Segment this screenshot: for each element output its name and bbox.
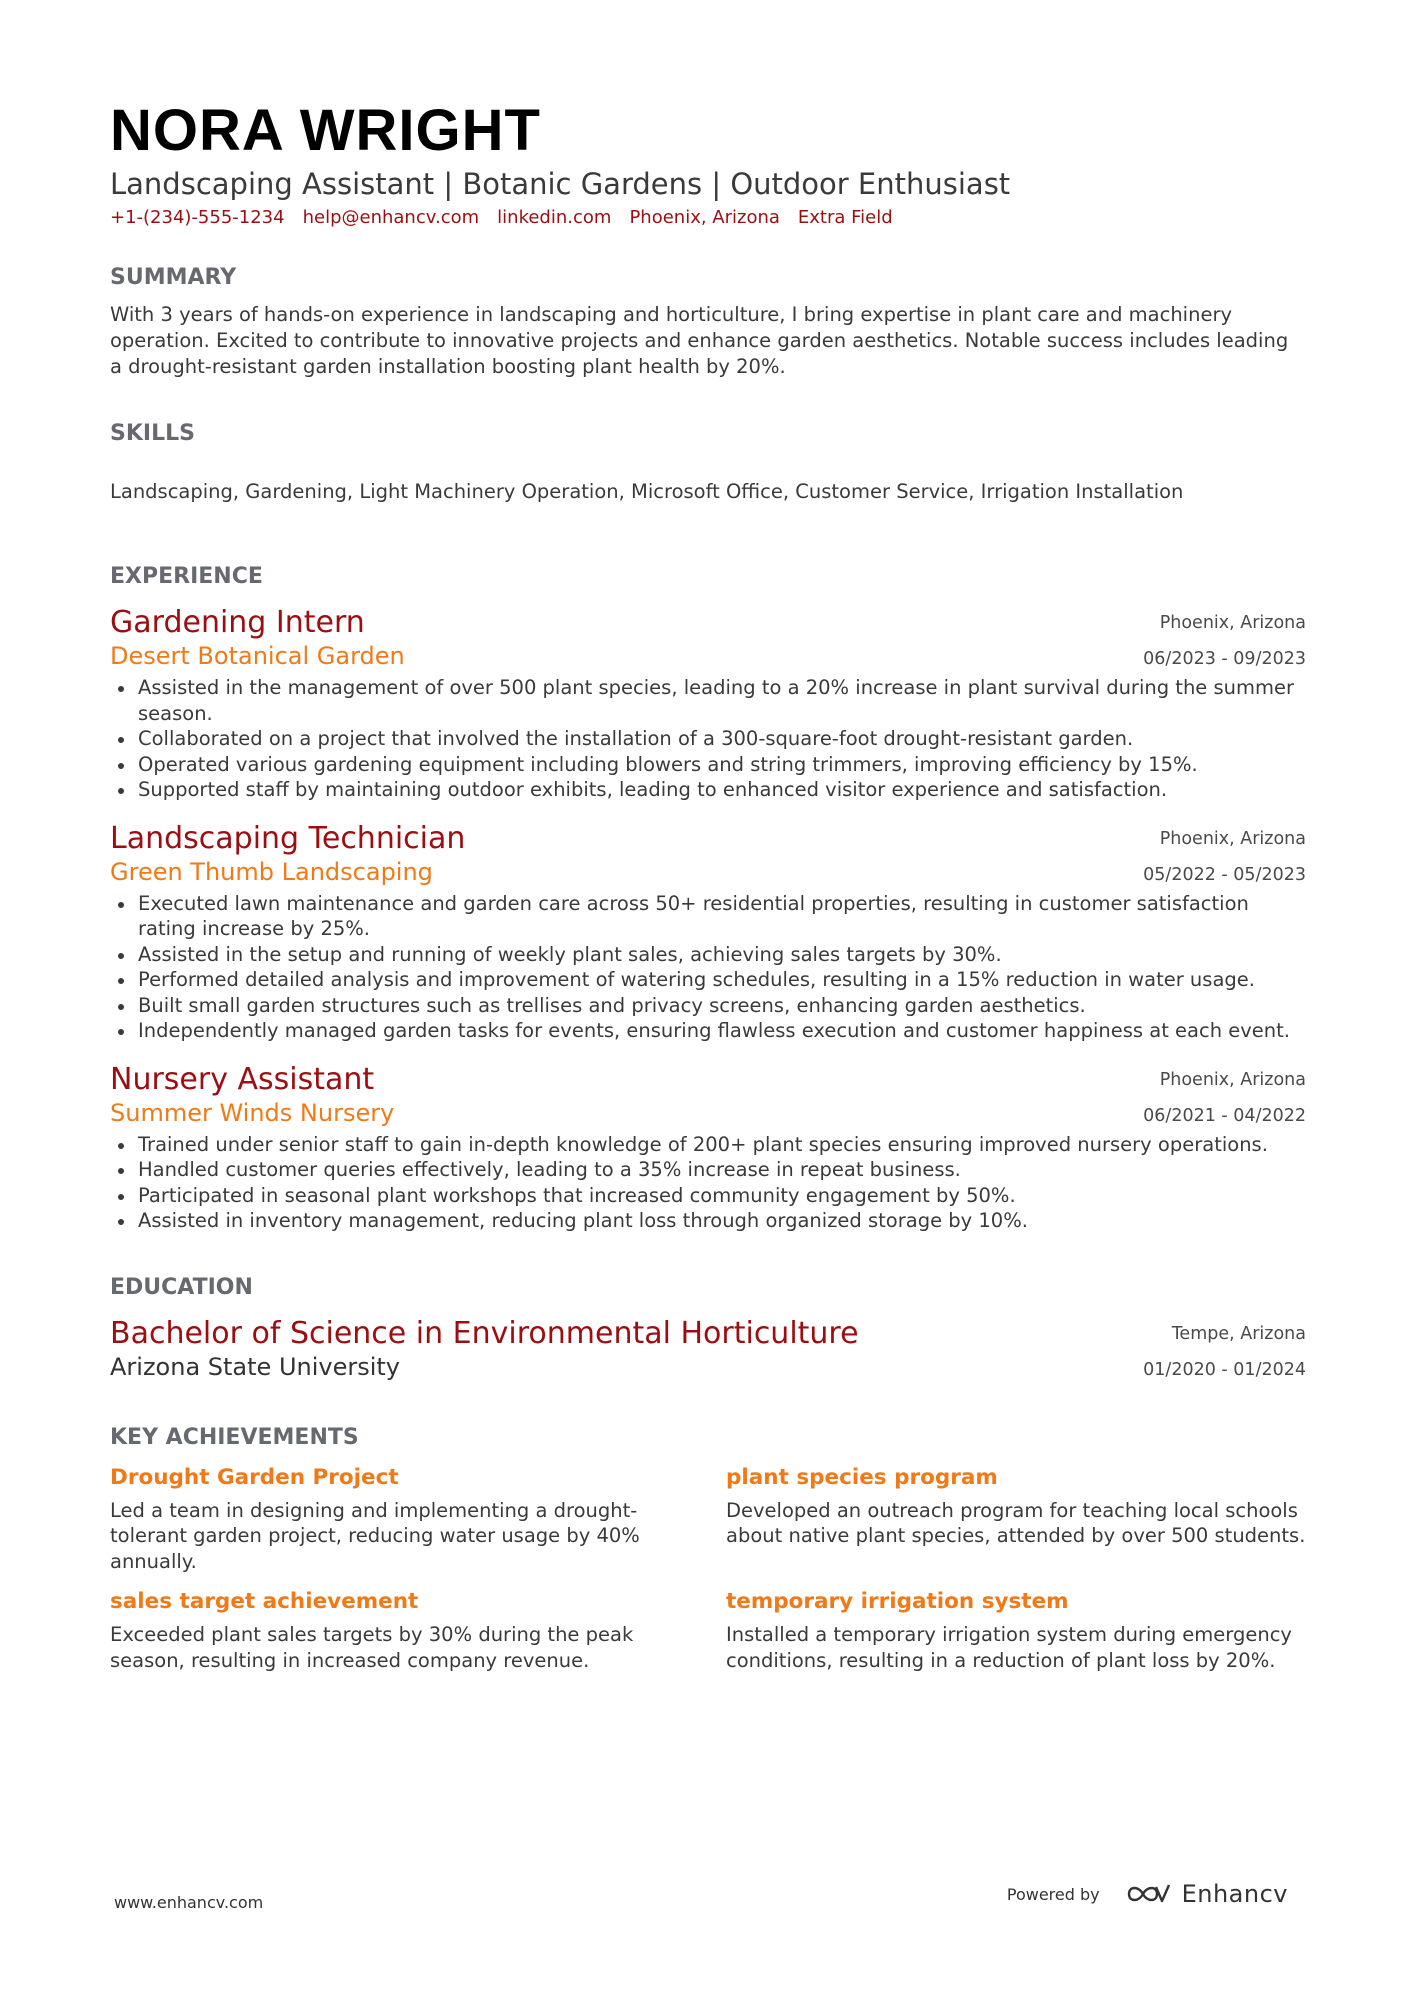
- job-company: Summer Winds Nursery: [110, 1098, 395, 1127]
- powered-by-label: Powered by: [1006, 1884, 1100, 1904]
- footer-website[interactable]: www.enhancv.com: [114, 1893, 264, 1912]
- achievement-description: Installed a temporary irrigation system during emergency conditions, resulting in a reduction of plant loss by 20%.: [726, 1623, 1292, 1672]
- enhancv-logo-icon: [1126, 1881, 1172, 1907]
- education-location: Tempe, Arizona: [1171, 1323, 1306, 1344]
- job-dates: 05/2022 - 05/2023: [1143, 864, 1306, 885]
- skills-section: [110, 420, 1306, 505]
- school-name: Arizona State University: [110, 1352, 401, 1381]
- job-company: Green Thumb Landscaping: [110, 857, 433, 886]
- achievement-item: [110, 1588, 700, 1673]
- experience-section: [110, 563, 1306, 1234]
- job-bullet: Assisted in inventory management, reducing plant loss through organized storage by 10%.: [110, 1208, 1306, 1234]
- contact-location: Phoenix, Arizona: [629, 207, 780, 228]
- contact-email[interactable]: help@enhancv.com: [302, 207, 480, 228]
- skills-heading: SKILLS: [110, 421, 195, 446]
- job-bullet: Supported staff by maintaining outdoor exhibits, leading to enhanced visitor experience and satisfaction.: [110, 777, 1306, 803]
- job-entry: [110, 605, 1306, 803]
- achievement-item: [726, 1588, 1316, 1673]
- experience-heading: EXPERIENCE: [110, 564, 263, 589]
- achievement-description: Developed an outreach program for teaching local schools about native plant species, attended by over 500 students.: [726, 1498, 1306, 1547]
- summary-heading: SUMMARY: [110, 265, 237, 290]
- contact-extra-field: Extra Field: [797, 207, 893, 228]
- job-bullet: Assisted in the setup and running of weekly plant sales, achieving sales targets by 30%.: [110, 942, 1306, 968]
- job-bullet: Performed detailed analysis and improvement of watering schedules, resulting in a 15% reduction in water usage.: [110, 967, 1306, 993]
- skills-text: Landscaping, Gardening, Light Machinery Operation, Microsoft Office, Customer Service, Irrigation Installation: [110, 480, 1184, 503]
- degree-title: Bachelor of Science in Environmental Horticulture: [110, 1315, 859, 1351]
- job-title: Gardening Intern: [110, 605, 365, 640]
- job-entry: [110, 821, 1306, 1044]
- achievement-title: sales target achievement: [110, 1589, 419, 1614]
- job-bullet: Assisted in the management of over 500 plant species, leading to a 20% increase in plant survival during the summer season.: [110, 675, 1306, 726]
- job-bullet: Participated in seasonal plant workshops that increased community engagement by 50%.: [110, 1183, 1306, 1209]
- footer-branding: [1007, 1880, 1288, 1908]
- job-dates: 06/2023 - 09/2023: [1143, 649, 1306, 669]
- job-bullets: [110, 1132, 1306, 1234]
- contact-phone[interactable]: +1-(234)-555-1234: [110, 207, 285, 228]
- achievements-grid: [110, 1464, 1306, 1674]
- candidate-name: NORA WRIGHT: [110, 98, 541, 163]
- education-entry: [110, 1316, 1306, 1382]
- job-bullet: Handled customer queries effectively, leading to a 35% increase in repeat business.: [110, 1157, 1306, 1183]
- achievements-section: [110, 1424, 1306, 1674]
- achievement-item: [110, 1464, 700, 1575]
- job-company: Desert Botanical Garden: [110, 642, 405, 670]
- job-location: Phoenix, Arizona: [1159, 1069, 1306, 1090]
- brand-name: Enhancv: [1181, 1880, 1288, 1908]
- achievement-title: plant species program: [726, 1464, 998, 1490]
- contact-linkedin[interactable]: linkedin.com: [497, 207, 612, 228]
- job-bullet: Independently managed garden tasks for events, ensuring flawless execution and customer happiness at each event.: [110, 1018, 1306, 1044]
- summary-text: With 3 years of hands-on experience in landscaping and horticulture, I bring expertise in plant care and machinery operation. Excited to contribute to innovative projects and enhance garden aesthetics. Notable success includes leading a drought-resistant garden installation boosting plant health by 20%.: [110, 303, 1289, 378]
- headline: Landscaping Assistant | Botanic Gardens | Outdoor Enthusiast: [110, 167, 1011, 201]
- contact-bar: [110, 206, 1306, 230]
- education-heading: EDUCATION: [110, 1274, 253, 1300]
- education-section: [110, 1274, 1306, 1382]
- summary-section: [110, 264, 1306, 380]
- resume-page: [110, 96, 1306, 1673]
- achievement-title: Drought Garden Project: [110, 1464, 399, 1490]
- job-meta: [1143, 1062, 1306, 1134]
- achievements-heading: KEY ACHIEVEMENTS: [110, 1424, 359, 1450]
- job-location: Phoenix, Arizona: [1159, 613, 1306, 633]
- job-bullets: [110, 675, 1306, 803]
- job-title: Nursery Assistant: [110, 1061, 375, 1097]
- achievement-description: Led a team in designing and implementing a drought-tolerant garden project, reducing water usage by 40% annually.: [110, 1498, 640, 1573]
- achievement-item: [726, 1464, 1316, 1575]
- job-location: Phoenix, Arizona: [1159, 828, 1306, 849]
- job-meta: [1143, 821, 1306, 893]
- job-bullet: Trained under senior staff to gain in-depth knowledge of 200+ plant species ensuring improved nursery operations.: [110, 1132, 1306, 1158]
- job-bullet: Built small garden structures such as trellises and privacy screens, enhancing garden aesthetics.: [110, 993, 1306, 1019]
- job-dates: 06/2021 - 04/2022: [1143, 1105, 1306, 1126]
- achievement-title: temporary irrigation system: [726, 1589, 1069, 1614]
- education-dates: 01/2020 - 01/2024: [1143, 1359, 1306, 1380]
- education-meta: [1143, 1316, 1306, 1388]
- job-bullet: Executed lawn maintenance and garden care across 50+ residential properties, resulting in customer satisfaction rating increase by 25%.: [110, 891, 1306, 942]
- job-title: Landscaping Technician: [110, 820, 466, 856]
- job-bullet: Collaborated on a project that involved the installation of a 300-square-foot drought-resistant garden.: [110, 726, 1306, 752]
- job-meta: [1143, 605, 1306, 677]
- job-bullets: [110, 891, 1306, 1044]
- achievement-description: Exceeded plant sales targets by 30% during the peak season, resulting in increased company revenue.: [110, 1623, 634, 1672]
- enhancv-logo[interactable]: [1126, 1880, 1288, 1908]
- job-bullet: Operated various gardening equipment including blowers and string trimmers, improving efficiency by 15%.: [110, 752, 1306, 778]
- job-entry: [110, 1062, 1306, 1234]
